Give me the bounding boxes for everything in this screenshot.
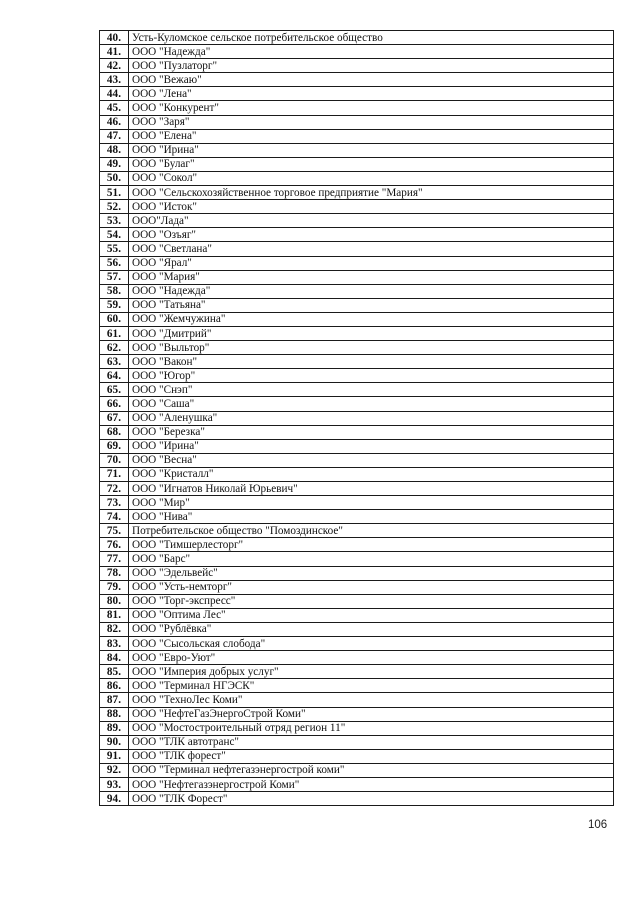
row-number: 92. — [100, 763, 129, 777]
table-row — [100, 157, 614, 171]
table-row — [100, 482, 614, 496]
table-row — [100, 608, 614, 622]
row-number: 87. — [100, 693, 129, 707]
row-number: 82. — [100, 622, 129, 636]
organization-name: ООО "Нива" — [129, 510, 614, 524]
row-number: 58. — [100, 284, 129, 298]
organization-name: ООО "Мостостроительный отряд регион 11" — [129, 721, 614, 735]
table-row — [100, 101, 614, 115]
row-number: 40. — [100, 31, 129, 45]
organization-name: ООО "Озъяг" — [129, 228, 614, 242]
row-number: 74. — [100, 510, 129, 524]
organization-name: ООО "Пузлаторг" — [129, 59, 614, 73]
table-row — [100, 355, 614, 369]
organization-name: ООО "Игнатов Николай Юрьевич" — [129, 482, 614, 496]
table-row — [100, 87, 614, 101]
table-row — [100, 439, 614, 453]
organization-name: ООО "Исток" — [129, 200, 614, 214]
organization-name: ООО "Эдельвейс" — [129, 566, 614, 580]
table-row — [100, 171, 614, 185]
table-row — [100, 538, 614, 552]
row-number: 61. — [100, 326, 129, 340]
table-row — [100, 59, 614, 73]
organization-name: ООО "Тимшерлесторг" — [129, 538, 614, 552]
table-row — [100, 397, 614, 411]
table-row — [100, 637, 614, 651]
organization-name: ООО "Югор" — [129, 369, 614, 383]
row-number: 47. — [100, 129, 129, 143]
organization-name: ООО "Аленушка" — [129, 411, 614, 425]
row-number: 71. — [100, 467, 129, 481]
table-row — [100, 622, 614, 636]
table-row — [100, 510, 614, 524]
row-number: 50. — [100, 171, 129, 185]
organization-name: ООО "Весна" — [129, 453, 614, 467]
organization-name: ООО "Снэп" — [129, 383, 614, 397]
organization-name: ООО "Березка" — [129, 425, 614, 439]
table-row — [100, 256, 614, 270]
row-number: 75. — [100, 524, 129, 538]
table-row — [100, 341, 614, 355]
row-number: 48. — [100, 143, 129, 157]
row-number: 94. — [100, 792, 129, 806]
organization-name: ООО "Сокол" — [129, 171, 614, 185]
table-row — [100, 214, 614, 228]
organization-name: Усть-Куломское сельское потребительское общество — [129, 31, 614, 45]
organization-name: ООО "Булаг" — [129, 157, 614, 171]
organization-name: ООО "Надежда" — [129, 284, 614, 298]
organization-name: ООО "Надежда" — [129, 45, 614, 59]
organization-name: ООО "ТЛК Форест" — [129, 792, 614, 806]
row-number: 86. — [100, 679, 129, 693]
row-number: 76. — [100, 538, 129, 552]
organization-name: ООО "Лена" — [129, 87, 614, 101]
organization-name: ООО "Татьяна" — [129, 298, 614, 312]
organization-name: ООО "Торг-экспресс" — [129, 594, 614, 608]
row-number: 55. — [100, 242, 129, 256]
organization-name: ООО "Выльтор" — [129, 341, 614, 355]
table-row — [100, 383, 614, 397]
row-number: 80. — [100, 594, 129, 608]
row-number: 44. — [100, 87, 129, 101]
organization-name: ООО "Ирина" — [129, 439, 614, 453]
table-row — [100, 693, 614, 707]
row-number: 43. — [100, 73, 129, 87]
row-number: 56. — [100, 256, 129, 270]
row-number: 45. — [100, 101, 129, 115]
organization-name: ООО "Сысольская слобода" — [129, 637, 614, 651]
row-number: 83. — [100, 637, 129, 651]
table-row — [100, 186, 614, 200]
table-row — [100, 411, 614, 425]
row-number: 81. — [100, 608, 129, 622]
organization-name: ООО "Конкурент" — [129, 101, 614, 115]
organization-name: Потребительское общество "Помоздинское" — [129, 524, 614, 538]
organization-name: ООО "Нефтегазэнергострой Коми" — [129, 777, 614, 791]
table-row — [100, 763, 614, 777]
table-row — [100, 425, 614, 439]
organization-name: ООО "Саша" — [129, 397, 614, 411]
table-row — [100, 31, 614, 45]
organization-name: ООО "Дмитрий" — [129, 326, 614, 340]
table-row — [100, 467, 614, 481]
table-row — [100, 115, 614, 129]
table-row — [100, 524, 614, 538]
row-number: 89. — [100, 721, 129, 735]
organization-name: ООО "Усть-немторг" — [129, 580, 614, 594]
row-number: 78. — [100, 566, 129, 580]
table-row — [100, 270, 614, 284]
row-number: 42. — [100, 59, 129, 73]
table-row — [100, 552, 614, 566]
table-row — [100, 721, 614, 735]
table-row — [100, 298, 614, 312]
row-number: 49. — [100, 157, 129, 171]
organization-table — [99, 30, 614, 806]
organization-name: ООО "Империя добрых услуг" — [129, 665, 614, 679]
row-number: 93. — [100, 777, 129, 791]
row-number: 54. — [100, 228, 129, 242]
table-row — [100, 777, 614, 791]
table-row — [100, 242, 614, 256]
organization-name: ООО "Барс" — [129, 552, 614, 566]
row-number: 88. — [100, 707, 129, 721]
row-number: 59. — [100, 298, 129, 312]
organization-name: ООО "Мир" — [129, 496, 614, 510]
table-row — [100, 580, 614, 594]
organization-name: ООО "Ярал" — [129, 256, 614, 270]
row-number: 60. — [100, 312, 129, 326]
organization-name: ООО "ТЛК автотранс" — [129, 735, 614, 749]
table-row — [100, 312, 614, 326]
row-number: 91. — [100, 749, 129, 763]
table-row — [100, 129, 614, 143]
table-row — [100, 45, 614, 59]
page-number: 106 — [588, 819, 608, 831]
row-number: 57. — [100, 270, 129, 284]
table-row — [100, 735, 614, 749]
table-row — [100, 284, 614, 298]
row-number: 63. — [100, 355, 129, 369]
organization-name: ООО "Терминал нефтегазэнергострой коми" — [129, 763, 614, 777]
organization-name: ООО "Оптима Лес" — [129, 608, 614, 622]
row-number: 62. — [100, 341, 129, 355]
table-row — [100, 369, 614, 383]
row-number: 66. — [100, 397, 129, 411]
organization-name: ООО "ТЛК форест" — [129, 749, 614, 763]
organization-name: ООО "Терминал НГЭСК" — [129, 679, 614, 693]
organization-name: ООО "Вакон" — [129, 355, 614, 369]
row-number: 79. — [100, 580, 129, 594]
table-row — [100, 594, 614, 608]
row-number: 73. — [100, 496, 129, 510]
organization-name: ООО "НефтеГазЭнергоСтрой Коми" — [129, 707, 614, 721]
table-row — [100, 679, 614, 693]
table-row — [100, 326, 614, 340]
table-row — [100, 707, 614, 721]
table-row — [100, 73, 614, 87]
table-row — [100, 651, 614, 665]
row-number: 46. — [100, 115, 129, 129]
table-row — [100, 792, 614, 806]
organization-name: ООО "Кристалл" — [129, 467, 614, 481]
row-number: 64. — [100, 369, 129, 383]
table-row — [100, 496, 614, 510]
row-number: 77. — [100, 552, 129, 566]
row-number: 41. — [100, 45, 129, 59]
organization-name: ООО "Рублёвка" — [129, 622, 614, 636]
row-number: 85. — [100, 665, 129, 679]
organization-name: ООО"Лада" — [129, 214, 614, 228]
organization-table-body — [100, 31, 614, 806]
organization-name: ООО "Евро-Уют" — [129, 651, 614, 665]
organization-name: ООО "Жемчужина" — [129, 312, 614, 326]
table-row — [100, 749, 614, 763]
table-row — [100, 143, 614, 157]
row-number: 52. — [100, 200, 129, 214]
row-number: 90. — [100, 735, 129, 749]
organization-name: ООО "Заря" — [129, 115, 614, 129]
row-number: 67. — [100, 411, 129, 425]
organization-name: ООО "Елена" — [129, 129, 614, 143]
organization-name: ООО "ТехноЛес Коми" — [129, 693, 614, 707]
row-number: 51. — [100, 186, 129, 200]
table-row — [100, 200, 614, 214]
table-row — [100, 228, 614, 242]
table-row — [100, 566, 614, 580]
table-row — [100, 453, 614, 467]
row-number: 53. — [100, 214, 129, 228]
row-number: 72. — [100, 482, 129, 496]
organization-name: ООО "Сельскохозяйственное торговое предприятие "Мария" — [129, 186, 614, 200]
row-number: 65. — [100, 383, 129, 397]
row-number: 69. — [100, 439, 129, 453]
table-row — [100, 665, 614, 679]
organization-name: ООО "Вежаю" — [129, 73, 614, 87]
row-number: 70. — [100, 453, 129, 467]
organization-name: ООО "Ирина" — [129, 143, 614, 157]
organization-name: ООО "Светлана" — [129, 242, 614, 256]
row-number: 68. — [100, 425, 129, 439]
organization-name: ООО "Мария" — [129, 270, 614, 284]
row-number: 84. — [100, 651, 129, 665]
